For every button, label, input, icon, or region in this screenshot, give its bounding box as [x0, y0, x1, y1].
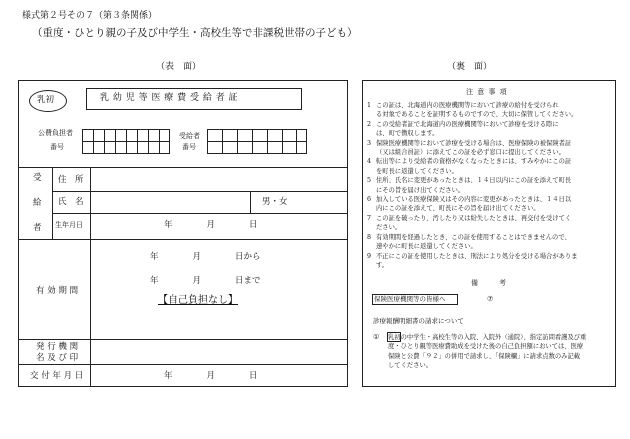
payer-number-label-2: 番号 [50, 143, 64, 151]
dob-value: 年 月 日 [164, 220, 258, 230]
side-label-2: 給 [33, 198, 42, 208]
recipient-number-label-2: 番号 [182, 143, 196, 151]
seal-label: 乳初 [37, 95, 55, 105]
certificate-title: 乳 幼 児 等 医 療 費 受 給 者 証 [100, 93, 239, 103]
recipient-number-label-1: 受給者 [179, 132, 200, 140]
form-subtitle: （重度・ひとり親の子及び中学生・高校生等で非課税世帯の子ども） [32, 27, 358, 39]
front-caption: （表 面） [156, 62, 202, 72]
form-number: 様式第２号その７（第３条関係） [22, 11, 158, 21]
remarks-box-num: ⑦ [487, 295, 494, 303]
valid-from: 年 月 日から [150, 252, 261, 262]
footnote-text: 乳初の中学生・高校生等の入院、入院外（通院）、指定訪問看護及び重 度・ひとり親等医療費助成を受けた後の自己負担額においては、医療 保険と公費「９２」の併用で請求し、「保険欄」に請求点数のみ記載 してください。 [388, 334, 587, 370]
note-8: 8 有効期間を経過したとき、この証を使用することはできませんので、 速やかに町長に返還してください。 [367, 233, 571, 251]
notes-title: 注 意 事 項 [466, 88, 508, 96]
gender-field: 男・女 [262, 197, 288, 207]
name-label: 氏 名 [58, 197, 84, 207]
issue-date-value: 年 月 日 [164, 371, 258, 381]
notes-list [367, 101, 611, 270]
payer-number-label-1: 公費負担者 [38, 129, 73, 137]
valid-to: 年 月 日まで [150, 276, 261, 286]
institution-label-1: 発 行 機 関 [36, 342, 79, 352]
note-5: 5 住所、氏名に変更があったときは、１４日以内にこの証を添えて町長 にその旨を届け出てください。 [367, 177, 572, 194]
institution-label-2: 名 及 び 印 [36, 353, 79, 363]
note-7: 7 この証を破ったり、汚したり又は紛失したときは、再交付を受けてく ださい。 [367, 214, 572, 232]
side-label-3: 者 [33, 223, 42, 233]
note-3: 3 保険医療機関等において診療を受ける場合は、医療保険の被保険者証 （又は組合員証）に添えてこの証を必ず窓口に提出してください。 [367, 139, 572, 157]
back-caption: （裏 面） [447, 62, 493, 72]
note-1: 1 この証は、北海道内の医療機関等において診療の給付を受けられ る対象であることを証明するものですので、大切に保管してください。 [367, 102, 578, 119]
note-9: 9 不正にこの証を使用したときは、刑法により処分を受ける場合がありま す。 [367, 252, 578, 269]
copay-text: 【自己負担なし】 [158, 295, 238, 306]
note-4: 4 転出等により受給者の資格がなくなったときには、すみやかにこの証 を町長に返還してください。 [367, 158, 572, 175]
side-label-1: 受 [33, 173, 42, 183]
valid-period-label: 有 効 期 間 [36, 286, 79, 296]
front-card [18, 80, 348, 387]
address-label: 住 所 [58, 175, 84, 185]
note-6: 6 加入している医療保険又はその内容に変更があったときは、１４日以 内にこの証を添えて、町長にその旨を届け出てください。 [367, 196, 572, 213]
issue-date-label: 交 付 年 月 日 [30, 371, 84, 381]
remarks-box-label: 保険医療機関等の皆様へ [374, 295, 446, 303]
remarks-title: 備 考 [471, 279, 506, 287]
dob-label: 生年月日 [55, 221, 83, 229]
billing-line: 診療報酬明細書の請求について [373, 317, 464, 325]
footnote-num: ① [373, 333, 380, 341]
note-2: 2 この受給者証で北海道内の医療機関等において診療を受ける際に は、町で徴収します。 [367, 120, 559, 138]
